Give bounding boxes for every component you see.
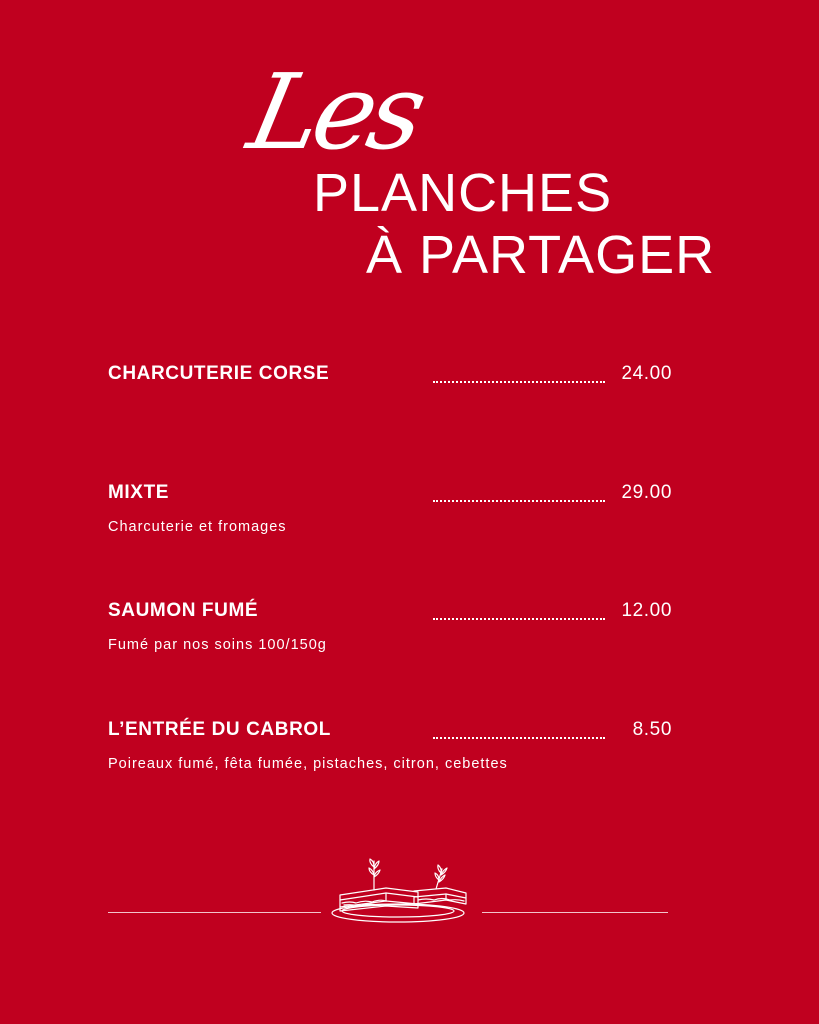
menu-item-price: 8.50 xyxy=(632,719,672,740)
menu-item-mixte xyxy=(108,482,672,538)
menu-item-price: 12.00 xyxy=(621,600,672,621)
menu-item-price: 24.00 xyxy=(621,363,672,384)
dotted-leader xyxy=(433,500,605,502)
menu-item-description: Fumé par nos soins 100/150g xyxy=(108,637,327,653)
dotted-leader xyxy=(433,381,605,383)
sandwich-plate-icon xyxy=(326,855,476,925)
menu-item-name: L’ENTRÉE DU CABROL xyxy=(108,719,331,740)
footer-divider-right xyxy=(482,912,668,913)
page-title-line-2: À PARTAGER xyxy=(366,225,716,285)
dotted-leader xyxy=(433,737,605,739)
menu-item-description: Charcuterie et fromages xyxy=(108,519,287,535)
page-title-line-1: PLANCHES xyxy=(313,163,613,223)
menu-item-name: MIXTE xyxy=(108,482,170,503)
dotted-leader xyxy=(433,618,605,620)
footer-divider-left xyxy=(108,912,321,913)
menu-item-entree-du-cabrol xyxy=(108,719,672,775)
menu-item-price: 29.00 xyxy=(621,482,672,503)
menu-item-name: CHARCUTERIE CORSE xyxy=(108,363,330,384)
menu-item-name: SAUMON FUMÉ xyxy=(108,600,259,621)
script-title-les: Les xyxy=(239,51,431,173)
menu-item-saumon-fume xyxy=(108,600,672,656)
menu-item-charcuterie-corse xyxy=(108,363,672,389)
menu-item-description: Poireaux fumé, fêta fumée, pistaches, citron, cebettes xyxy=(108,756,508,772)
